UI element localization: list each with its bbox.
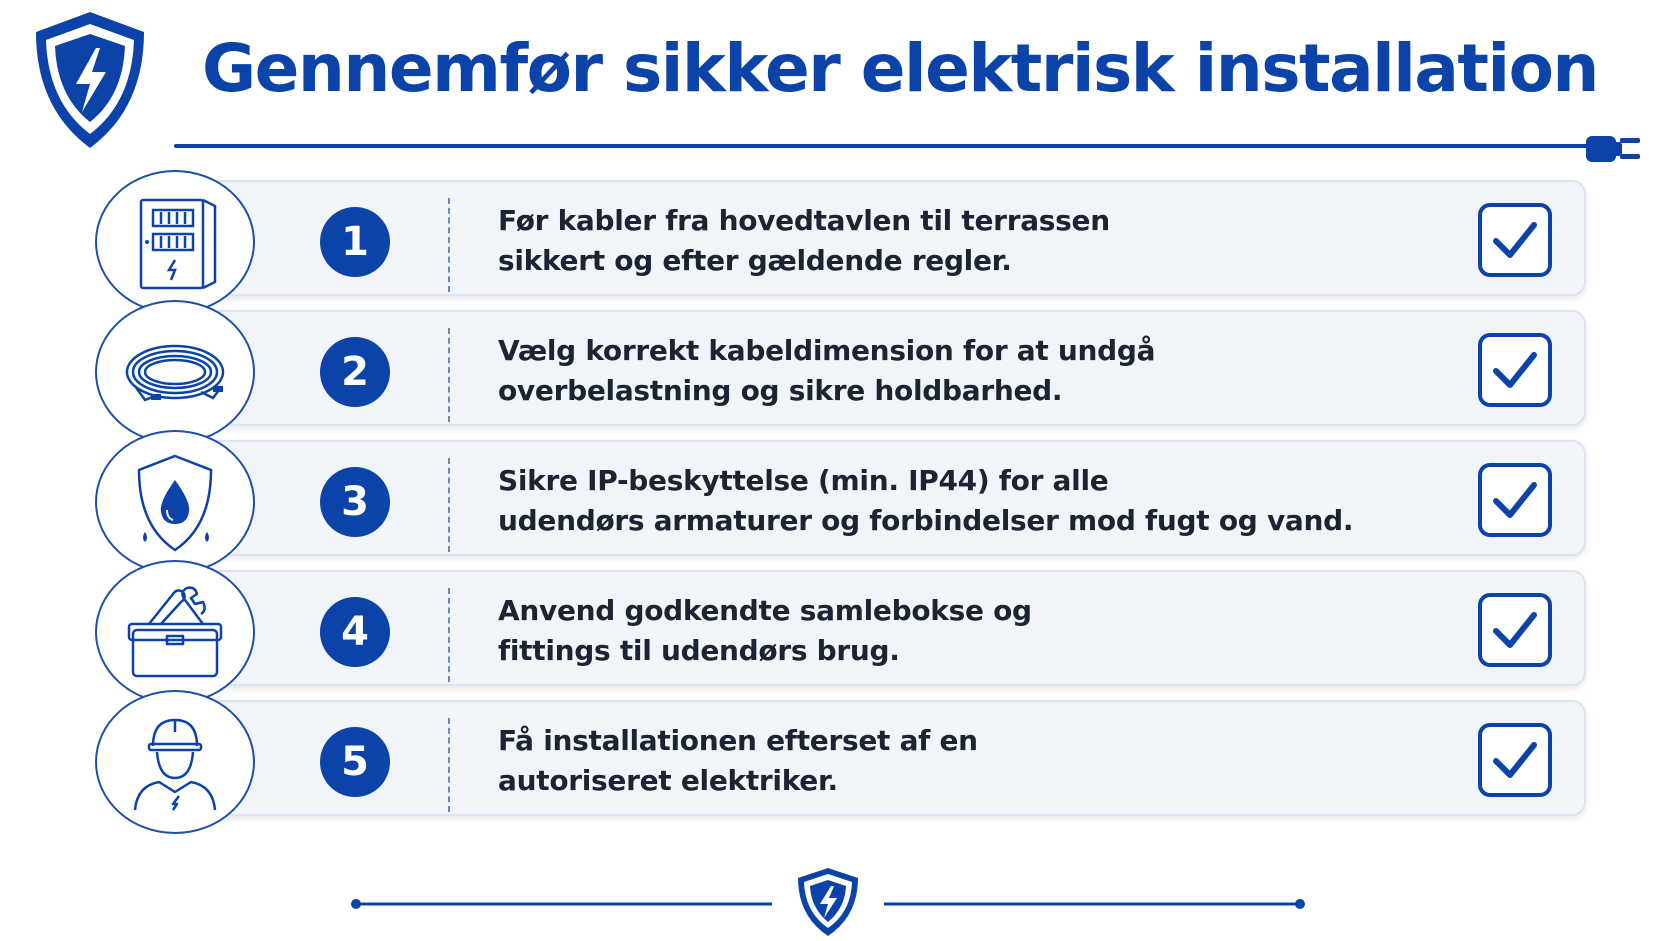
- electrical-panel-icon: [115, 182, 235, 302]
- step-text: [498, 591, 1368, 671]
- step-text: [498, 721, 1368, 801]
- step-text-line: sikkert og efter gældende regler.: [498, 244, 1012, 277]
- checkmark-icon: [1488, 473, 1542, 527]
- step-text: [498, 331, 1368, 411]
- step-number: 5: [320, 727, 390, 797]
- step-number: 1: [320, 207, 390, 277]
- checkmark-icon: [1488, 213, 1542, 267]
- water-drop-shield-icon: [115, 442, 235, 562]
- step-row-1: [0, 170, 1672, 310]
- cable-coil-icon: [115, 312, 235, 432]
- checkmark-icon: [1488, 733, 1542, 787]
- step-text-line: overbelastning og sikre holdbarhed.: [498, 374, 1063, 407]
- step-text-line: udendørs armaturer og forbindelser mod fugt og vand.: [498, 504, 1354, 537]
- step-icon-circle: [95, 170, 255, 314]
- toolbox-icon: [115, 572, 235, 692]
- footer-divider: [0, 860, 1672, 940]
- step-checkbox[interactable]: [1478, 333, 1552, 407]
- step-text-line: Få installationen efterset af en: [498, 724, 978, 757]
- shield-lightning-icon: [798, 868, 858, 936]
- checkmark-icon: [1488, 603, 1542, 657]
- dashed-divider: [448, 458, 450, 552]
- step-row-5: [0, 690, 1672, 830]
- step-icon-circle: [95, 560, 255, 704]
- step-checkbox[interactable]: [1478, 593, 1552, 667]
- plug-icon: [1586, 136, 1640, 162]
- step-number: 2: [320, 337, 390, 407]
- step-text-line: autoriseret elektriker.: [498, 764, 838, 797]
- step-row-3: [0, 430, 1672, 570]
- dashed-divider: [448, 588, 450, 682]
- step-checkbox[interactable]: [1478, 203, 1552, 277]
- step-text: [498, 461, 1368, 541]
- step-row-2: [0, 300, 1672, 440]
- step-row-4: [0, 560, 1672, 700]
- step-text-line: Sikre IP-beskyttelse (min. IP44) for alle: [498, 464, 1109, 497]
- step-number: 3: [320, 467, 390, 537]
- step-icon-circle: [95, 690, 255, 834]
- step-text-line: fittings til udendørs brug.: [498, 634, 900, 667]
- dashed-divider: [448, 198, 450, 292]
- step-checkbox[interactable]: [1478, 463, 1552, 537]
- step-text: [498, 201, 1368, 281]
- step-checkbox[interactable]: [1478, 723, 1552, 797]
- checkmark-icon: [1488, 343, 1542, 397]
- step-text-line: Vælg korrekt kabeldimension for at undgå: [498, 334, 1156, 367]
- title-underline: [0, 126, 1672, 166]
- step-text-line: Før kabler fra hovedtavlen til terrassen: [498, 204, 1110, 237]
- page-title: Gennemfør sikker elektrisk installation: [202, 30, 1598, 107]
- electrician-icon: [115, 702, 235, 822]
- step-text-line: Anvend godkendte samlebokse og: [498, 594, 1032, 627]
- step-icon-circle: [95, 430, 255, 574]
- dashed-divider: [448, 718, 450, 812]
- dashed-divider: [448, 328, 450, 422]
- step-icon-circle: [95, 300, 255, 444]
- step-number: 4: [320, 597, 390, 667]
